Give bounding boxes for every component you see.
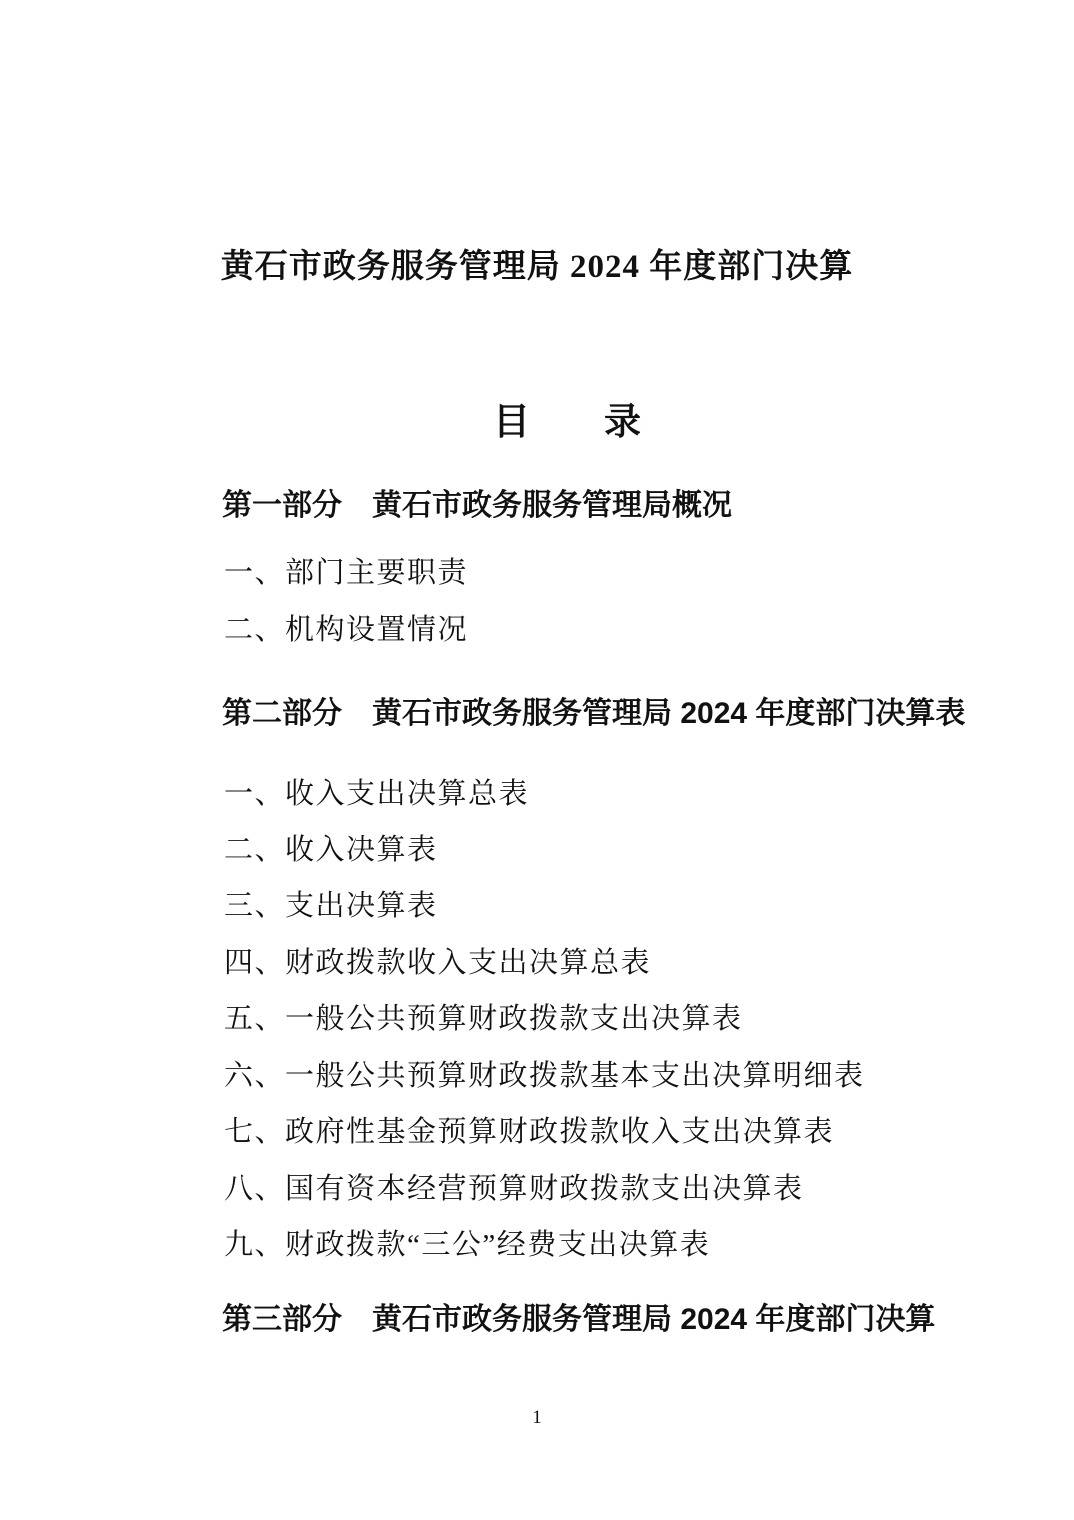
toc-item-part2-9: 九、财政拨款“三公”经费支出决算表	[224, 1229, 711, 1261]
part-3-heading: 第三部分 黄石市政务服务管理局 2024 年度部门决算	[222, 1303, 936, 1336]
toc-item-part2-7: 七、政府性基金预算财政拨款收入支出决算表	[224, 1116, 835, 1148]
part-2-heading: 第二部分 黄石市政务服务管理局 2024 年度部门决算表	[222, 697, 966, 730]
toc-item-part2-3: 三、支出决算表	[224, 890, 438, 922]
toc-item-part2-2: 二、收入决算表	[224, 834, 438, 866]
toc-item-part2-6: 六、一般公共预算财政拨款基本支出决算明细表	[224, 1060, 865, 1092]
toc-item-part2-4: 四、财政拨款收入支出决算总表	[224, 947, 652, 979]
toc-title: 目 录	[493, 402, 641, 443]
toc-item-part1-1: 一、部门主要职责	[224, 557, 469, 589]
page-number: 1	[532, 1407, 542, 1428]
toc-item-part1-2: 二、机构设置情况	[224, 614, 469, 646]
toc-item-part2-8: 八、国有资本经营预算财政拨款支出决算表	[224, 1173, 804, 1205]
part-1-heading: 第一部分 黄石市政务服务管理局概况	[222, 489, 732, 522]
toc-item-part2-5: 五、一般公共预算财政拨款支出决算表	[224, 1003, 743, 1035]
document-title: 黄石市政务服务管理局 2024 年度部门决算	[220, 249, 854, 285]
toc-item-part2-1: 一、收入支出决算总表	[224, 778, 530, 810]
